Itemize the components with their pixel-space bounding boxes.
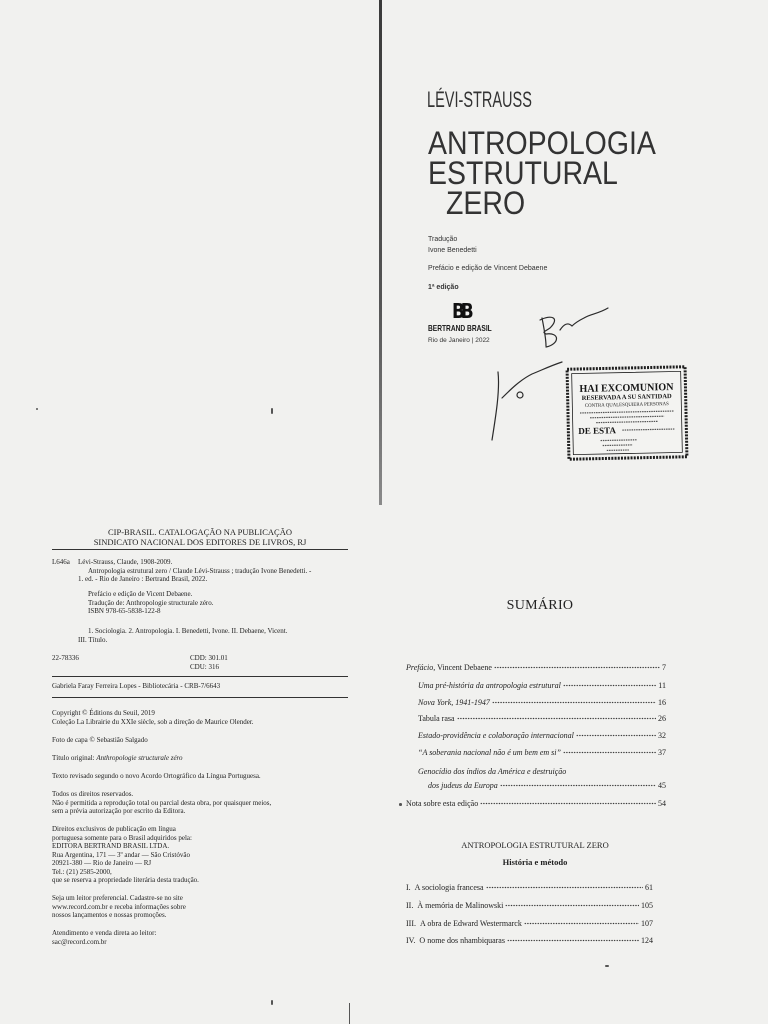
chapter-title: A obra de Edward Westermarck xyxy=(420,919,522,928)
chapter-number: IV. xyxy=(406,936,416,945)
stamp-line: DE ESTA xyxy=(578,425,617,437)
isbn: ISBN 978-65-5838-122-8 xyxy=(88,607,161,615)
contact-line: Atendimento e venda direta ao leitor: xyxy=(52,929,157,937)
scan-speck xyxy=(271,408,273,414)
dot-leader xyxy=(505,904,639,907)
toc-entry xyxy=(406,799,666,809)
rights-line: sem a prévia autorização por escrito da Editora. xyxy=(52,807,186,815)
publisher-address: Rua Argentina, 171 — 3º andar — São Cristóvão xyxy=(52,850,190,859)
dot-leader xyxy=(507,939,639,942)
toc-entry-title: dos judeus da Europa xyxy=(428,781,498,790)
cdu-code: CDU: 316 xyxy=(190,662,219,671)
rights-line: Não é permitida a reprodução total ou parcial desta obra, por quaisquer meios, xyxy=(52,798,272,807)
chapter-number: I. xyxy=(406,883,411,892)
toc-entry xyxy=(418,748,666,758)
collection-line: Coleção La Librairie du XXIe siècle, sob a direção de Maurice Olender. xyxy=(52,717,254,726)
cip-heading-line: CIP-BRASIL. CATALOGAÇÃO NA PUBLICAÇÃO xyxy=(108,527,292,537)
librarian-credit: Gabriela Faray Ferreira Lopes - Bibliotecária - CRB-7/6643 xyxy=(52,682,221,690)
chapter-page: 107 xyxy=(641,919,653,928)
toc-chapter xyxy=(406,883,653,893)
scan-speck xyxy=(36,408,38,410)
cip-heading xyxy=(52,527,348,547)
catalog-note: Prefácio e edição de Vicent Debaene. xyxy=(88,590,193,598)
dot-leader xyxy=(563,751,656,754)
reader-line: nossos lançamentos e nossas promoções. xyxy=(52,911,167,919)
dot-leader xyxy=(524,922,639,925)
toc-entry-title: “A soberania nacional não é um bem em si” xyxy=(418,748,561,757)
toc-entry-author: Vincent Debaene xyxy=(437,663,492,672)
chapter-title: À memória de Malinowski xyxy=(417,901,504,910)
cover-photo-credit: Foto de capa © Sebastião Salgado xyxy=(52,736,148,744)
toc-entry-title-italic: Prefácio, xyxy=(406,663,436,672)
catalog-line: 1. ed. - Rio de Janeiro : Bertrand Brasil, 2022. xyxy=(78,575,208,583)
toc-chapter xyxy=(406,919,653,929)
toc-entry xyxy=(406,663,666,673)
page-edge xyxy=(349,1003,350,1024)
book-title-line: ZERO xyxy=(446,185,526,221)
toc-entry-title xyxy=(406,663,492,673)
dot-leader xyxy=(494,666,660,669)
dot-leader xyxy=(457,717,656,720)
edition-label: 1ª edição xyxy=(428,284,459,291)
scan-speck xyxy=(605,965,609,967)
stamp-line: RESERVADA A SU SANTIDAD xyxy=(581,393,672,402)
contents-heading: SUMÁRIO xyxy=(506,598,574,613)
toc-entry-page: 54 xyxy=(658,799,666,808)
publisher-phone: Tel.: (21) 2585-2000, xyxy=(52,867,112,876)
dot-leader xyxy=(480,802,656,805)
divider xyxy=(52,676,348,677)
catalog-line: Antropologia estrutural zero / Claude Lévi-Strauss ; tradução Ivone Benedetti. - xyxy=(88,566,312,575)
toc-entry-title: Nova York, 1941-1947 xyxy=(418,698,490,707)
reader-line: Seja um leitor preferencial. Cadastre-se no site xyxy=(52,894,183,902)
publisher-logo: BB xyxy=(452,299,470,323)
publisher-line: portuguesa somente para o Brasil adquiridos pela: xyxy=(52,833,192,842)
cip-heading-line: SINDICATO NACIONAL DOS EDITORES DE LIVROS, RJ xyxy=(93,537,307,547)
divider xyxy=(52,697,348,698)
part-title: ANTROPOLOGIA ESTRUTURAL ZERO xyxy=(461,840,609,850)
chapter-number: III. xyxy=(406,919,416,928)
chapter-number: II. xyxy=(406,901,414,910)
toc-entry-title: Tabula rasa xyxy=(418,714,455,723)
toc-entry-page: 16 xyxy=(658,698,666,707)
record-number: 22-78336 xyxy=(52,654,79,662)
reader-line: www.record.com.br e receba informações sobre xyxy=(52,902,186,911)
dot-leader xyxy=(500,784,656,787)
dot-leader xyxy=(486,886,643,889)
toc-entry-page: 45 xyxy=(658,781,666,790)
publisher-address: 20921-380 — Rio de Janeiro — RJ xyxy=(52,859,152,867)
publisher-line: Direitos exclusivos de publicação em língua xyxy=(52,825,176,833)
stamp-line: HAI EXCOMUNION xyxy=(579,381,678,395)
toc-entry-title: Genocídio dos índios da América e destruição xyxy=(418,767,567,776)
publisher-name: BERTRAND BRASIL xyxy=(428,323,492,333)
chapter-title: A sociologia francesa xyxy=(414,883,484,892)
translator-name: Ivone Benedetti xyxy=(428,247,477,254)
chapter-page: 61 xyxy=(645,883,653,892)
toc-entry-title: Uma pré-história da antropologia estrutural xyxy=(418,681,561,690)
toc-entry-page: 7 xyxy=(662,663,666,672)
publication-place-year: Rio de Janeiro | 2022 xyxy=(428,337,490,344)
scan-speck xyxy=(399,803,402,806)
original-title-label: Título original: xyxy=(52,754,95,762)
dot-leader xyxy=(563,684,656,687)
page-gutter xyxy=(379,0,382,505)
chapter-page: 124 xyxy=(641,936,653,945)
cdd-code: CDD: 301.01 xyxy=(190,654,228,662)
part-subtitle: História e método xyxy=(502,857,568,867)
publisher-line: EDITORA BERTRAND BRASIL LTDA. xyxy=(52,842,170,850)
catalog-subjects: III. Título. xyxy=(78,635,108,644)
preface-credit: Prefácio e edição de Vincent Debaene xyxy=(428,265,548,272)
divider xyxy=(52,549,348,550)
toc-entry-title: Estado-providência e colaboração internacional xyxy=(418,731,574,740)
catalog-line: Lévi-Strauss, Claude, 1908-2009. xyxy=(78,558,173,566)
toc-entry-page: 11 xyxy=(658,681,666,690)
toc-entry-page: 32 xyxy=(658,731,666,740)
chapter-title: O nome dos nhambiquaras xyxy=(419,936,505,945)
toc-entry-title: Nota sobre esta edição xyxy=(406,799,479,808)
rights-line: Todos os direitos reservados. xyxy=(52,790,134,798)
toc-entry-continuation xyxy=(428,781,666,791)
catalog-subjects: 1. Sociologia. 2. Antropologia. I. Benedetti, Ivone. II. Debaene, Vicent. xyxy=(88,627,288,635)
original-title xyxy=(52,754,183,763)
copyright-line: Copyright © Éditions du Seuil, 2019 xyxy=(52,709,155,717)
toc-entry-page: 37 xyxy=(658,748,666,757)
contact-email: sac@record.com.br xyxy=(52,937,107,946)
toc-entry xyxy=(418,731,666,741)
toc-chapter xyxy=(406,936,653,946)
dot-leader xyxy=(492,701,656,704)
toc-entry xyxy=(418,767,666,777)
toc-entry-page: 26 xyxy=(658,714,666,723)
toc-entry xyxy=(418,681,666,691)
call-number: L646a xyxy=(52,558,70,566)
translation-label: Tradução xyxy=(428,236,458,243)
publisher-line: que se reserva a propriedade literária desta tradução. xyxy=(52,876,199,884)
original-title-value: Anthropologie structurale zéro xyxy=(96,754,183,762)
dot-leader xyxy=(576,734,656,737)
author-name: LÉVI-STRAUSS xyxy=(427,87,532,112)
book-title-line: ANTROPOLOGIA xyxy=(428,125,656,161)
catalog-note: Tradução de: Anthropologie structurale zéro. xyxy=(88,598,214,607)
toc-entry xyxy=(418,714,666,724)
library-stamp xyxy=(565,365,689,462)
book-title-line: ESTRUTURAL xyxy=(428,155,618,191)
toc-entry xyxy=(418,698,666,708)
scan-speck xyxy=(271,1000,273,1005)
stamp-line: CONTRA QUALESQUIERA PERSONAS xyxy=(584,402,672,409)
revision-note: Texto revisado segundo o novo Acordo Ortográfico da Língua Portuguesa. xyxy=(52,772,261,780)
toc-chapter xyxy=(406,901,653,911)
chapter-page: 105 xyxy=(641,901,653,910)
